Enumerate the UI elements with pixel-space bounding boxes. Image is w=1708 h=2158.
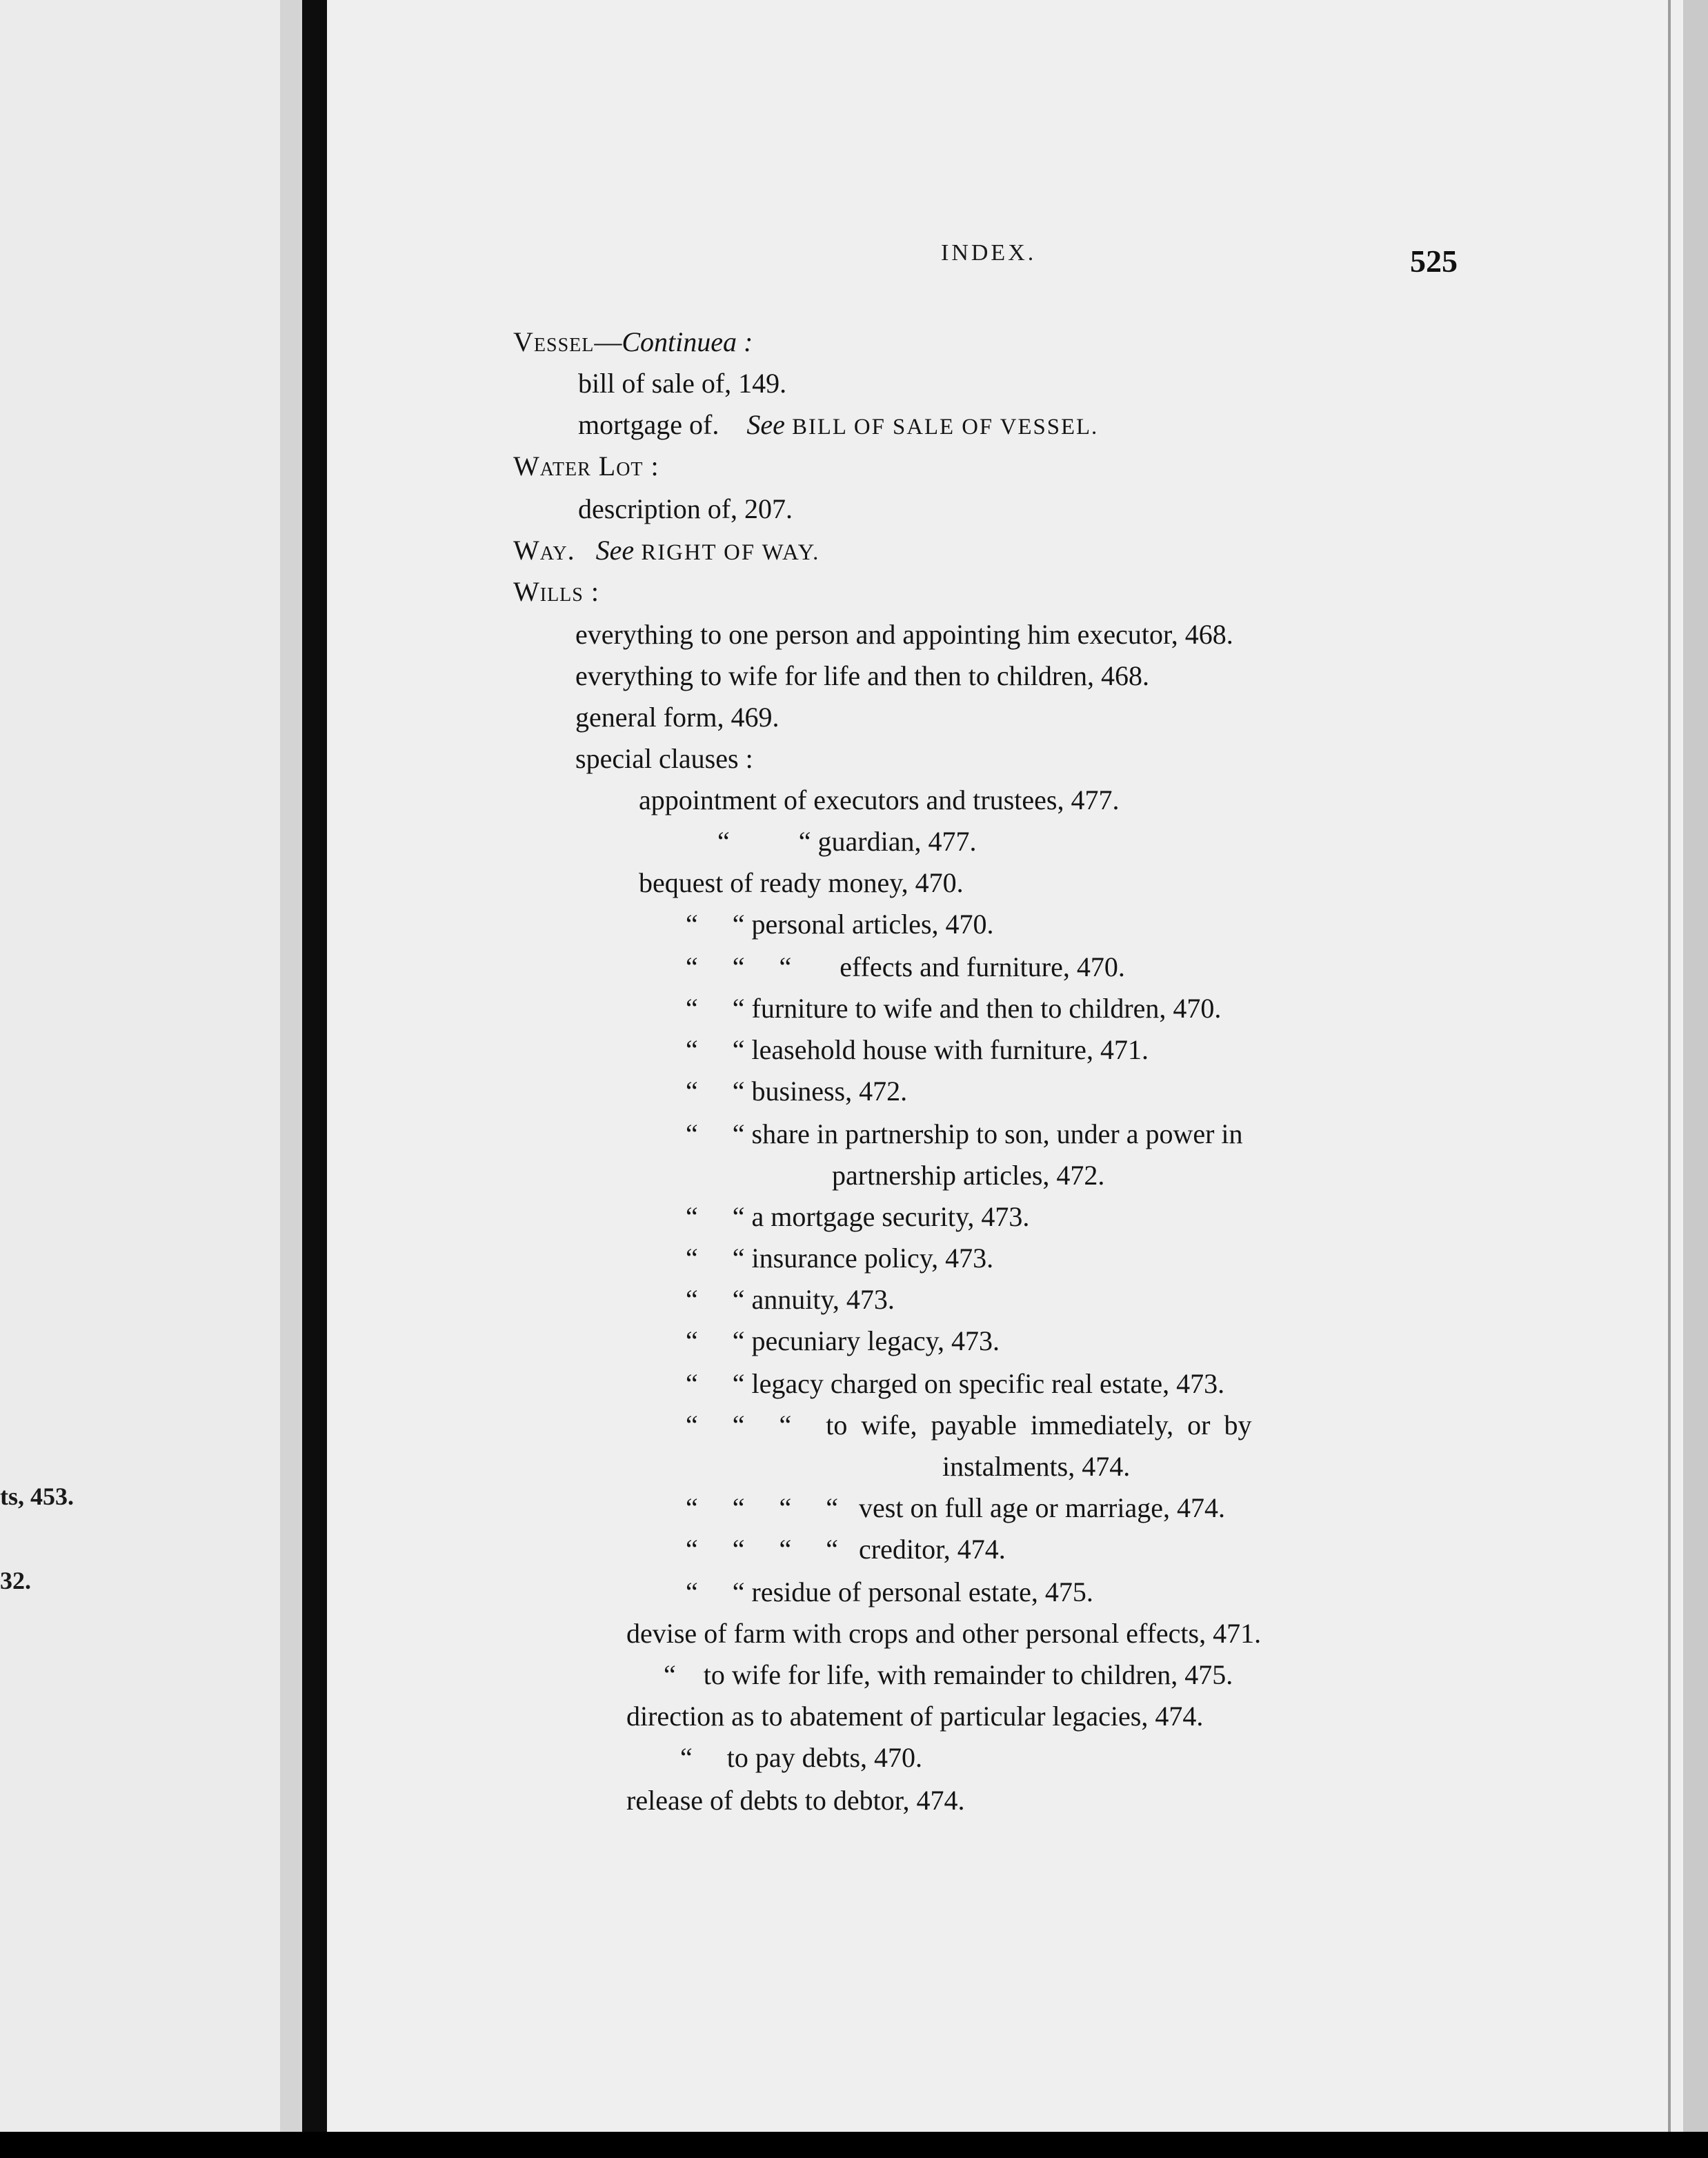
index-entry-line (575, 742, 753, 775)
index-entry-line (686, 1075, 907, 1108)
index-entry-text: “ “ personal articles, 470. (686, 909, 994, 940)
index-entry-text: Vessel (513, 326, 595, 357)
index-entry-text: — (594, 326, 622, 357)
index-entry-text: See (746, 409, 785, 440)
index-entry-line (513, 326, 753, 359)
index-entry-line (626, 1700, 1203, 1733)
index-entry-text: BILL OF SALE OF VESSEL. (784, 415, 1099, 439)
page-edge (1683, 0, 1708, 2132)
index-entry-text: devise of farm with crops and other personal effects, 471. (626, 1618, 1262, 1649)
index-entry-line (664, 1659, 1233, 1692)
index-entry-line (686, 1118, 1243, 1151)
index-entry-text: bill of sale of, 149. (578, 368, 787, 399)
index-entry-line (686, 1200, 1029, 1234)
index-entry-text: everything to wife for life and then to children, 468. (575, 660, 1149, 691)
left-page-fragment: ts, 453. (0, 1483, 74, 1510)
index-entry-line (686, 908, 994, 941)
index-entry-text: “ to wife for life, with remainder to children, 475. (664, 1659, 1233, 1690)
index-entry-line (639, 867, 964, 900)
index-entry-line (942, 1450, 1130, 1483)
index-entry-text: general form, 469. (575, 702, 779, 733)
index-entry-line (513, 575, 599, 608)
index-entry-line (686, 1283, 895, 1316)
index-entry-line (578, 493, 793, 526)
index-entry-line (513, 534, 820, 569)
index-entry-text: description of, 207. (578, 493, 793, 524)
index-entry-line (686, 1033, 1149, 1067)
index-entry-line (578, 367, 786, 400)
index-entry-line (686, 1325, 1000, 1358)
index-entry-text: “ “ business, 472. (686, 1076, 908, 1107)
index-entry-text: “ “ a mortgage security, 473. (686, 1201, 1030, 1232)
index-entry-line (513, 450, 659, 483)
index-entry-line (686, 1242, 993, 1275)
index-entry-text: RIGHT OF WAY. (634, 540, 820, 565)
index-entry-line (680, 1741, 922, 1774)
scan-border (0, 2132, 1708, 2158)
index-entry-line (578, 408, 1098, 444)
index-entry-text: bequest of ready money, 470. (639, 867, 964, 898)
index-entry-text: “ “ “ effects and furniture, 470. (686, 951, 1125, 982)
index-entry-text: “ “ “ to wife, payable immediately, or by (686, 1409, 1252, 1441)
page-edge-line (1668, 0, 1671, 2132)
gutter-shadow (302, 0, 327, 2132)
index-entry-text: “ “ “ “ creditor, 474. (686, 1534, 1006, 1565)
index-entry-line (575, 618, 1233, 651)
index-entry-text: “ “ insurance policy, 473. (686, 1243, 994, 1274)
left-page-fragment: 32. (0, 1567, 31, 1594)
index-entry-text: Way. (513, 535, 575, 566)
index-entry-text: special clauses : (575, 743, 753, 774)
index-entry-line (686, 1492, 1225, 1525)
index-entry-text: release of debts to debtor, 474. (626, 1785, 965, 1816)
index-entry-line (717, 825, 976, 858)
index-entry-line (626, 1617, 1261, 1650)
index-entry-text: “ to pay debts, 470. (680, 1742, 923, 1773)
index-entry-text: “ “ share in partnership to son, under a power in (686, 1118, 1243, 1149)
index-entry-text: “ “ leasehold house with furniture, 471. (686, 1034, 1149, 1065)
index-entry-text: appointment of executors and trustees, 477. (639, 784, 1120, 815)
index-entry-text: “ “ guardian, 477. (717, 826, 977, 857)
index-entry-line (639, 784, 1119, 817)
left-page (0, 0, 280, 2132)
index-entry-text: “ “ annuity, 473. (686, 1284, 895, 1315)
running-head: INDEX. (941, 240, 1037, 266)
index-entry-text: “ “ “ “ vest on full age or marriage, 474. (686, 1492, 1225, 1523)
index-entry-line (686, 1367, 1224, 1400)
index-entry-text: “ “ pecuniary legacy, 473. (686, 1325, 1000, 1356)
index-entry-text: Continuea : (622, 326, 753, 357)
index-entry-text (575, 535, 596, 566)
page-number: 525 (1410, 244, 1458, 279)
index-entry-text: Wills : (513, 576, 599, 607)
index-entry-line (686, 992, 1221, 1025)
index-entry-text: partnership articles, 472. (832, 1160, 1105, 1191)
index-entry-line (626, 1784, 964, 1817)
index-entry-line (575, 660, 1149, 693)
index-entry-text: direction as to abatement of particular legacies, 474. (626, 1701, 1204, 1732)
index-entry-text: Water Lot : (513, 451, 659, 482)
index-entry-line (686, 1576, 1093, 1609)
index-entry-text: mortgage of. (578, 409, 747, 440)
index-entry-line (575, 701, 779, 734)
index-entry-text: “ “ residue of personal estate, 475. (686, 1576, 1093, 1607)
index-entry-line (686, 1533, 1006, 1566)
index-entry-line (686, 951, 1125, 984)
index-entry-text: See (595, 535, 635, 566)
index-entry-line (686, 1409, 1252, 1442)
index-entry-text: “ “ furniture to wife and then to children, 470. (686, 993, 1222, 1024)
index-entry-text: “ “ legacy charged on specific real estate, 473. (686, 1368, 1225, 1399)
index-entry-text: everything to one person and appointing him executor, 468. (575, 619, 1233, 650)
book-gutter (280, 0, 302, 2132)
index-entry-line (832, 1159, 1104, 1192)
index-entry-text: instalments, 474. (942, 1451, 1131, 1482)
